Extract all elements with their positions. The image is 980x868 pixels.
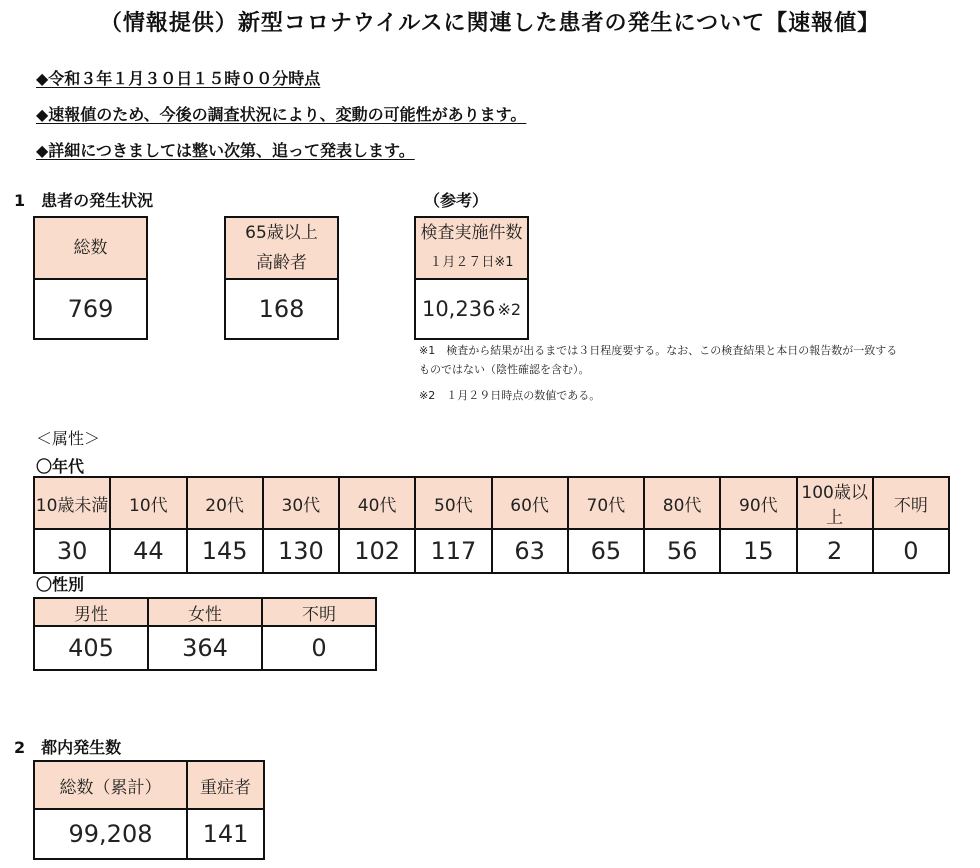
tests-value: 10,236 <box>421 297 496 321</box>
age-value: 2 <box>797 529 873 573</box>
age-header: 90代 <box>720 477 796 529</box>
elderly-box <box>224 216 339 340</box>
note-provisional: ◆速報値のため、今後の調査状況により、変動の可能性があります。 <box>36 105 527 124</box>
age-header: 20代 <box>187 477 263 529</box>
age-value: 63 <box>492 529 568 573</box>
age-header: 30代 <box>263 477 339 529</box>
severe-value: 141 <box>187 809 264 859</box>
sex-value: 405 <box>34 626 148 670</box>
cumulative-total-value: 99,208 <box>34 809 187 859</box>
footnote-1-line1: ※1 検査から結果が出るまでは３日程度要する。なお、この検査結果と本日の報告数が一致する <box>419 344 898 357</box>
age-header: 10代 <box>110 477 186 529</box>
age-value: 15 <box>720 529 796 573</box>
age-value: 56 <box>644 529 720 573</box>
tokyo-total-table <box>33 760 265 860</box>
note-timestamp: ◆令和３年１月３０日１５時００分時点 <box>36 69 321 88</box>
sex-header: 女性 <box>148 598 262 626</box>
page-title: （情報提供）新型コロナウイルスに関連した患者の発生について【速報値】 <box>99 11 881 36</box>
age-table <box>33 476 950 574</box>
age-value: 0 <box>873 529 949 573</box>
age-header: 70代 <box>568 477 644 529</box>
age-header: 40代 <box>339 477 415 529</box>
total-value: 769 <box>67 295 114 323</box>
age-header: 10歳未満 <box>34 477 110 529</box>
sex-header: 不明 <box>262 598 376 626</box>
sex-header: 男性 <box>34 598 148 626</box>
total-box <box>33 216 148 340</box>
total-label: 総数 <box>73 238 108 258</box>
tests-label-line1: 検査実施件数 <box>420 223 523 243</box>
age-value: 130 <box>263 529 339 573</box>
age-header: 不明 <box>873 477 949 529</box>
sex-value: 364 <box>148 626 262 670</box>
age-value: 117 <box>415 529 491 573</box>
age-header: 60代 <box>492 477 568 529</box>
sex-value: 0 <box>262 626 376 670</box>
tests-box <box>414 216 529 340</box>
cumulative-total-label: 総数（累計） <box>34 761 187 809</box>
tests-label-line2: １月２７日※1 <box>429 255 514 270</box>
attributes-heading: ＜属性＞ <box>36 429 101 448</box>
footnote-2: ※2 １月２９日時点の数値である。 <box>419 389 601 402</box>
elderly-label-line2: 高齢者 <box>256 253 307 273</box>
sex-heading: 〇性別 <box>36 575 85 594</box>
age-heading: 〇年代 <box>36 457 85 476</box>
reference-label: （参考） <box>424 191 489 210</box>
elderly-label-line1: 65歳以上 <box>245 223 318 243</box>
footnote-1-line2: ものではない（陰性確認を含む）。 <box>419 363 590 376</box>
age-value: 30 <box>34 529 110 573</box>
elderly-value: 168 <box>258 295 305 323</box>
sex-table <box>33 597 377 671</box>
age-value: 145 <box>187 529 263 573</box>
severe-label: 重症者 <box>187 761 264 809</box>
age-header: 50代 <box>415 477 491 529</box>
age-header: 100歳以上 <box>797 477 873 529</box>
age-header: 80代 <box>644 477 720 529</box>
note-details: ◆詳細につきましては整い次第、追って発表します。 <box>36 141 415 160</box>
section1-heading: 1 患者の発生状況 <box>14 191 154 210</box>
section2-heading: 2 都内発生数 <box>14 738 122 757</box>
age-value: 65 <box>568 529 644 573</box>
age-value: 102 <box>339 529 415 573</box>
tests-value-note: ※2 <box>497 299 522 319</box>
age-value: 44 <box>110 529 186 573</box>
